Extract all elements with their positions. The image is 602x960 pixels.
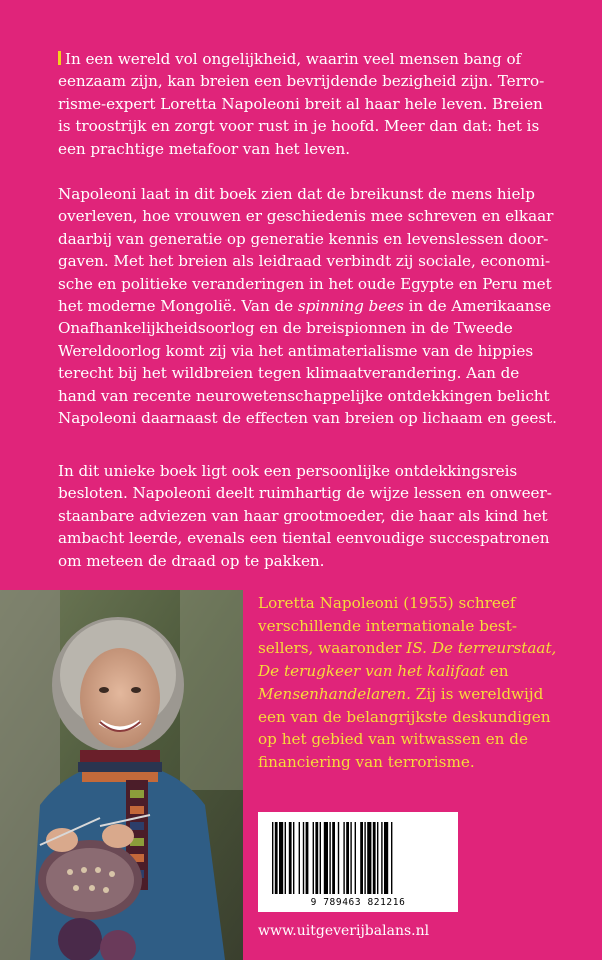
bio-line: sellers, waaronder IS. De terreurstaat, bbox=[258, 639, 557, 658]
personal-line: In dit unieke boek ligt ook een persoonlijke ontdekkingsreis bbox=[58, 462, 518, 480]
bio-line: een van de belangrijkste deskundigen bbox=[258, 707, 551, 726]
history-line: gaven. Met het breien als leidraad verbindt zij sociale, economi- bbox=[58, 252, 551, 271]
author-photo bbox=[0, 590, 243, 960]
barcode-bar bbox=[285, 822, 286, 894]
history-line: het moderne Mongolië. Van de spinning bees in de Amerikaanse bbox=[58, 297, 552, 316]
barcode-bar bbox=[384, 822, 388, 894]
barcode-bar bbox=[329, 822, 330, 894]
intro-paragraph bbox=[58, 48, 578, 160]
barcode-bar bbox=[367, 822, 371, 894]
author-bio bbox=[258, 592, 588, 774]
barcode-bar bbox=[272, 822, 273, 894]
intro-line: risme-expert Loretta Napoleoni breit al haar hele leven. Breien bbox=[58, 94, 543, 113]
accent-bar bbox=[58, 51, 61, 65]
intro-line: is troostrijk en zorgt voor rust in je hoofd. Meer dan dat: het is bbox=[58, 117, 540, 136]
intro-line: eenzaam zijn, kan breien een bevrijdende bezigheid zijn. Terro- bbox=[58, 72, 545, 91]
barcode-bar bbox=[343, 822, 344, 894]
barcode-bar bbox=[364, 822, 365, 894]
barcode-bar bbox=[306, 822, 309, 894]
barcode-bar bbox=[324, 822, 328, 894]
barcode-bar bbox=[313, 822, 314, 894]
history-line: overleven, hoe vrouwen er geschiedenis mee schreven en elkaar bbox=[58, 207, 554, 226]
personal-paragraph bbox=[58, 460, 578, 572]
barcode-bar bbox=[391, 822, 392, 894]
bio-line: Mensenhandelaren. Zij is wereldwijd bbox=[258, 684, 544, 703]
bio-line: verschillende internationale best- bbox=[258, 616, 517, 635]
bio-line: De terugkeer van het kalifaat en bbox=[258, 662, 509, 681]
history-line: Wereldoorlog komt zij via het antimaterialisme van de hippies bbox=[58, 341, 534, 360]
personal-line: staanbare adviezen van haar grootmoeder, die haar als kind het bbox=[58, 506, 548, 525]
personal-line: ambacht leerde, evenals een tiental eenvoudige succespatronen bbox=[58, 529, 550, 548]
bio-line: financiering van terrorisme. bbox=[258, 752, 475, 771]
italic-term: spinning bees bbox=[297, 297, 404, 316]
barcode-bar bbox=[289, 822, 292, 894]
barcode-bar bbox=[303, 822, 304, 894]
barcode-bar bbox=[346, 822, 349, 894]
publisher-website[interactable]: www.uitgeverijbalans.nl bbox=[258, 923, 430, 939]
barcode-bar bbox=[373, 822, 376, 894]
intro-line: In een wereld vol ongelijkheid, waarin veel mensen bang of bbox=[58, 48, 578, 70]
history-line: terecht bij het wildbreien tegen klimaatverandering. Aan de bbox=[58, 364, 520, 383]
book-title: Mensenhandelaren. bbox=[258, 684, 411, 703]
personal-line: om meteen de draad op te pakken. bbox=[58, 551, 325, 570]
barcode-bar bbox=[350, 822, 351, 894]
bio-line: op het gebied van witwassen en de bbox=[258, 730, 528, 749]
intro-line: een prachtige metafoor van het leven. bbox=[58, 139, 351, 158]
history-line: sche en politieke veranderingen in het oude Egypte en Peru met bbox=[58, 274, 552, 293]
barcode-bar bbox=[279, 822, 283, 894]
history-line: Onafhankelijkheidsoorlog en de breispionnen in de Tweede bbox=[58, 319, 513, 338]
barcode-bar bbox=[275, 822, 278, 894]
barcode-bar bbox=[355, 822, 356, 894]
barcode-bar bbox=[381, 822, 382, 894]
isbn-barcode bbox=[258, 812, 458, 912]
history-line: daarbij van generatie op generatie kennis en levenslessen door- bbox=[58, 229, 549, 248]
barcode-bars bbox=[258, 812, 458, 898]
bio-line: Loretta Napoleoni (1955) schreef bbox=[258, 594, 516, 612]
barcode-bar bbox=[320, 822, 321, 894]
history-paragraph bbox=[58, 183, 578, 429]
history-line: Napoleoni daarnaast de effecten van breien op lichaam en geest. bbox=[58, 409, 557, 428]
barcode-bar bbox=[299, 822, 300, 894]
barcode-bar bbox=[293, 822, 294, 894]
barcode-bar bbox=[315, 822, 318, 894]
barcode-bar bbox=[360, 822, 363, 894]
barcode-bar bbox=[338, 822, 339, 894]
book-title: IS. De terreurstaat, bbox=[406, 639, 557, 658]
history-line: hand van recente neurowetenschappelijke ontdekkingen belicht bbox=[58, 386, 550, 405]
barcode-bar bbox=[332, 822, 335, 894]
history-line: Napoleoni laat in dit boek zien dat de breikunst de mens hielp bbox=[58, 185, 535, 203]
barcode-bar bbox=[377, 822, 378, 894]
isbn-number: 9 789463 821216 bbox=[310, 897, 406, 908]
personal-line: besloten. Napoleoni deelt ruimhartig de wijze lessen en onweer- bbox=[58, 484, 552, 503]
book-title: De terugkeer van het kalifaat bbox=[258, 662, 485, 681]
